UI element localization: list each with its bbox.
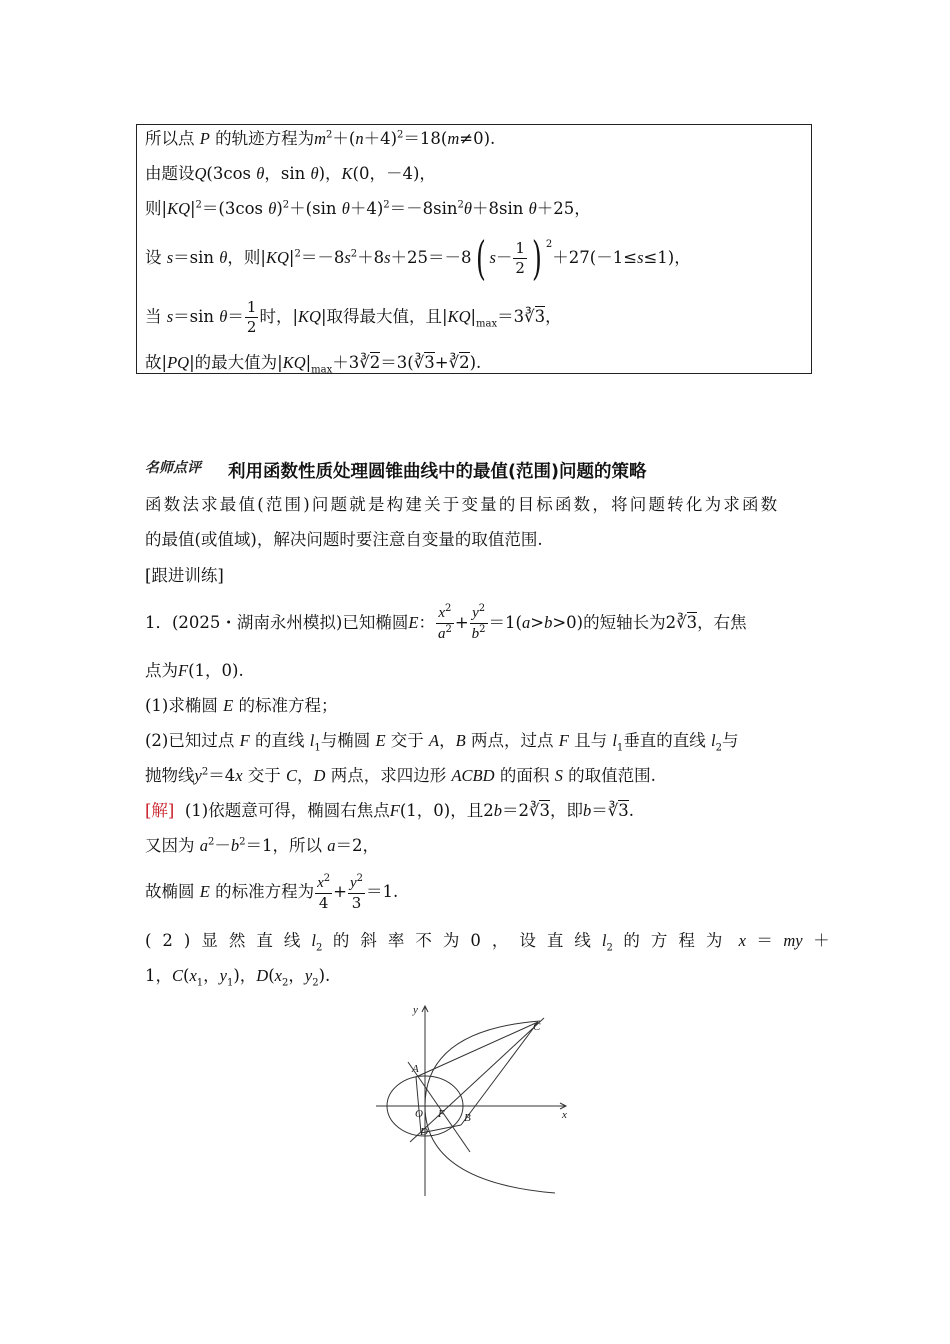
solution-line-3: 故椭圆 E 的标准方程为 $\frac{x^2}{4}$ + $\frac{y^2}{3}$ ＝1. (145, 872, 399, 912)
comment-badge: 名师点评 (145, 460, 201, 476)
ellipse-e (387, 1076, 463, 1136)
box-line-6: 故|PQ|的最大值为$|KQ|_{max}+3∛2=3(∛3+∛2)$. (145, 353, 482, 376)
label-f: F (438, 1108, 445, 1120)
y-axis-arrow (422, 1006, 428, 1012)
segment-ac (416, 1022, 538, 1077)
fraction-half-2: $\frac{1}{2}$ (246, 298, 257, 336)
question-part-1: (1)求椭圆 E 的标准方程； (145, 696, 338, 715)
box-line-5: 当 s＝sin θ＝ $\frac{1}{2}$ 时，|KQ|取得最大值，且$|KQ|_{max}=3∛3$， (145, 298, 562, 336)
segment-bd (421, 1125, 461, 1133)
label-c: C (533, 1021, 541, 1033)
comment-line-2: 的最值(或值域)，解决问题时要注意自变量的取值范围. (145, 530, 543, 549)
solution-line-4: (2)显然直线$l_2$ 的斜率不为0，设直线$l_2$ 的方程为 x ＝ my ＋ (145, 931, 830, 954)
box-line-4: 设 s＝sin θ，则$|KQ|^2=-8s^2+8s+25=-8$( s－ $\frac{1}{2}$ ) $^2$＋27(－1≤s≤1)， (145, 231, 691, 286)
box-line-1: 所以点 P 的轨迹方程为$m^2+(n+4)^2=18(m\ne 0)$. (145, 129, 496, 148)
fraction-y2-3: $\frac{y^2}{3}$ (349, 872, 364, 912)
label-y: y (413, 1004, 418, 1016)
practice-heading: [跟进训练] (145, 566, 224, 585)
solution-line-1: [解] (1)依题意可得，椭圆右焦点F(1，0)，且2b＝2∛3，即b＝∛3. (145, 801, 634, 820)
line-l1 (408, 1062, 470, 1152)
solution-tag: [解] (145, 801, 175, 820)
label-b: B (464, 1112, 471, 1124)
label-d: D (420, 1126, 428, 1138)
fraction-y2-b2: $\frac{y^2}{b^2}$ (471, 603, 486, 642)
x-axis-arrow (560, 1103, 566, 1109)
box-line-3: 则$|KQ|^2=(3\cos$ θ)$^2$＋(sin $\theta+4)^2=-8\sin^2\theta+8\sin$ θ＋25， (145, 199, 591, 218)
line-l2 (410, 1018, 544, 1142)
box-line-2: 由题设Q(3cos θ，sin θ)，K(0，－4)， (145, 164, 436, 183)
fraction-x2-4: $\frac{x^2}{4}$ (317, 872, 331, 912)
parabola (425, 1021, 555, 1193)
question-1-line-2: 点为F(1，0). (145, 661, 244, 680)
comment-line-1: 函数法求最值(范围)问题就是构建关于变量的目标函数，将问题转化为求函数 (145, 495, 780, 514)
fraction-x2-a2: $\frac{x^2}{a^2}$ (437, 603, 452, 642)
label-o: O (415, 1108, 423, 1120)
comment-title: 利用函数性质处理圆锥曲线中的最值(范围)问题的策略 (228, 462, 647, 482)
segment-cb (461, 1022, 538, 1125)
segment-da (416, 1077, 421, 1133)
question-part-2-line-1: (2)已知过点 F 的直线 $l_1$与椭圆 E 交于 A，B 两点，过点 F 且与 $l_1$垂直的直线 $l_2$与 (145, 731, 739, 754)
solution-line-5: 1，$C(x_1$，$y_1$)，$D(x_2$，$y_2$). (145, 966, 331, 989)
question-1-line-1: 1．(2025・湖南永州模拟)已知椭圆E： $\frac{x^2}{a^2}$ + $\frac{y^2}{b^2}$ ＝1(a>b>0)的短轴长为2∛3，右焦 (145, 603, 747, 642)
fraction-half: $\frac{1}{2}$ (515, 239, 525, 277)
label-a: A (412, 1063, 419, 1075)
question-part-2-line-2: 抛物线$y^2=4x$ 交于 C，D 两点，求四边形 ACBD 的面积 S 的取值范围. (145, 766, 656, 785)
label-x: x (562, 1109, 567, 1121)
solution-line-2: 又因为 $a^2-b^2=1$，所以 a＝2， (145, 836, 379, 855)
